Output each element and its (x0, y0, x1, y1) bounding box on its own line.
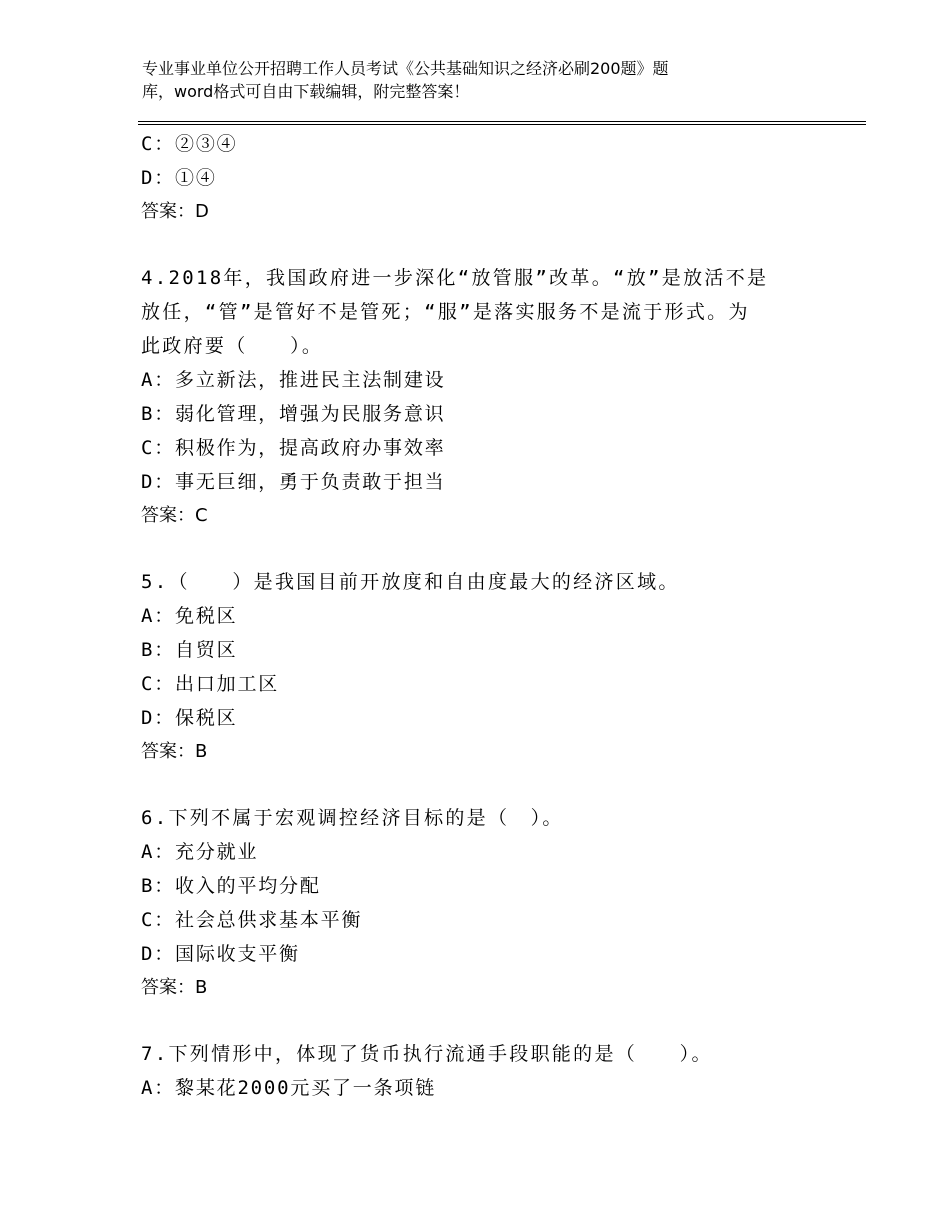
option-c: C：出口加工区 (141, 673, 280, 695)
question-text-line: 4.2018年，我国政府进一步深化“放管服”改革。“放”是放活不是 (141, 267, 769, 289)
option-d: D：事无巨细，勇于负责敢于担当 (141, 471, 446, 493)
option-a: A：黎某花2000元买了一条项链 (141, 1077, 436, 1099)
option-b: B：收入的平均分配 (141, 875, 321, 897)
answer-line: 答案：C (141, 505, 208, 526)
question-text-line: 5.（ ）是我国目前开放度和自由度最大的经济区域。 (141, 571, 680, 593)
header-title-line-1: 专业事业单位公开招聘工作人员考试《公共基础知识之经济必刷200题》题 (142, 59, 669, 78)
question-block-3 (141, 127, 831, 229)
answer-line: 答案：B (141, 977, 208, 998)
option-c: C：②③④ (141, 133, 238, 155)
question-content (141, 127, 831, 1105)
question-text-line: 此政府要（ ）。 (141, 335, 324, 357)
question-text-line: 6.下列不属于宏观调控经济目标的是（ ）。 (141, 807, 564, 829)
option-a: A：多立新法，推进民主法制建设 (141, 369, 446, 391)
option-d: D：①④ (141, 167, 217, 189)
option-a: A：免税区 (141, 605, 238, 627)
answer-line: 答案：B (141, 741, 208, 762)
header-divider-top (138, 121, 866, 122)
option-d: D：国际收支平衡 (141, 943, 300, 965)
document-header (142, 57, 782, 103)
option-b: B：自贸区 (141, 639, 238, 661)
option-d: D：保税区 (141, 707, 238, 729)
question-block-6 (141, 801, 831, 1005)
question-text-line: 放任，“管”是管好不是管死；“服”是落实服务不是流于形式。为 (141, 301, 750, 323)
question-block-4 (141, 261, 831, 533)
option-a: A：充分就业 (141, 841, 259, 863)
option-b: B：弱化管理，增强为民服务意识 (141, 403, 446, 425)
option-c: C：社会总供求基本平衡 (141, 909, 363, 931)
header-divider-bottom (138, 124, 866, 125)
question-text-line: 7.下列情形中，体现了货币执行流通手段职能的是（ ）。 (141, 1043, 713, 1065)
header-title-line-2: 库，word格式可自由下载编辑，附完整答案！ (142, 82, 470, 101)
question-block-5 (141, 565, 831, 769)
answer-line: 答案：D (141, 201, 209, 222)
option-c: C：积极作为，提高政府办事效率 (141, 437, 446, 459)
question-block-7 (141, 1037, 831, 1105)
